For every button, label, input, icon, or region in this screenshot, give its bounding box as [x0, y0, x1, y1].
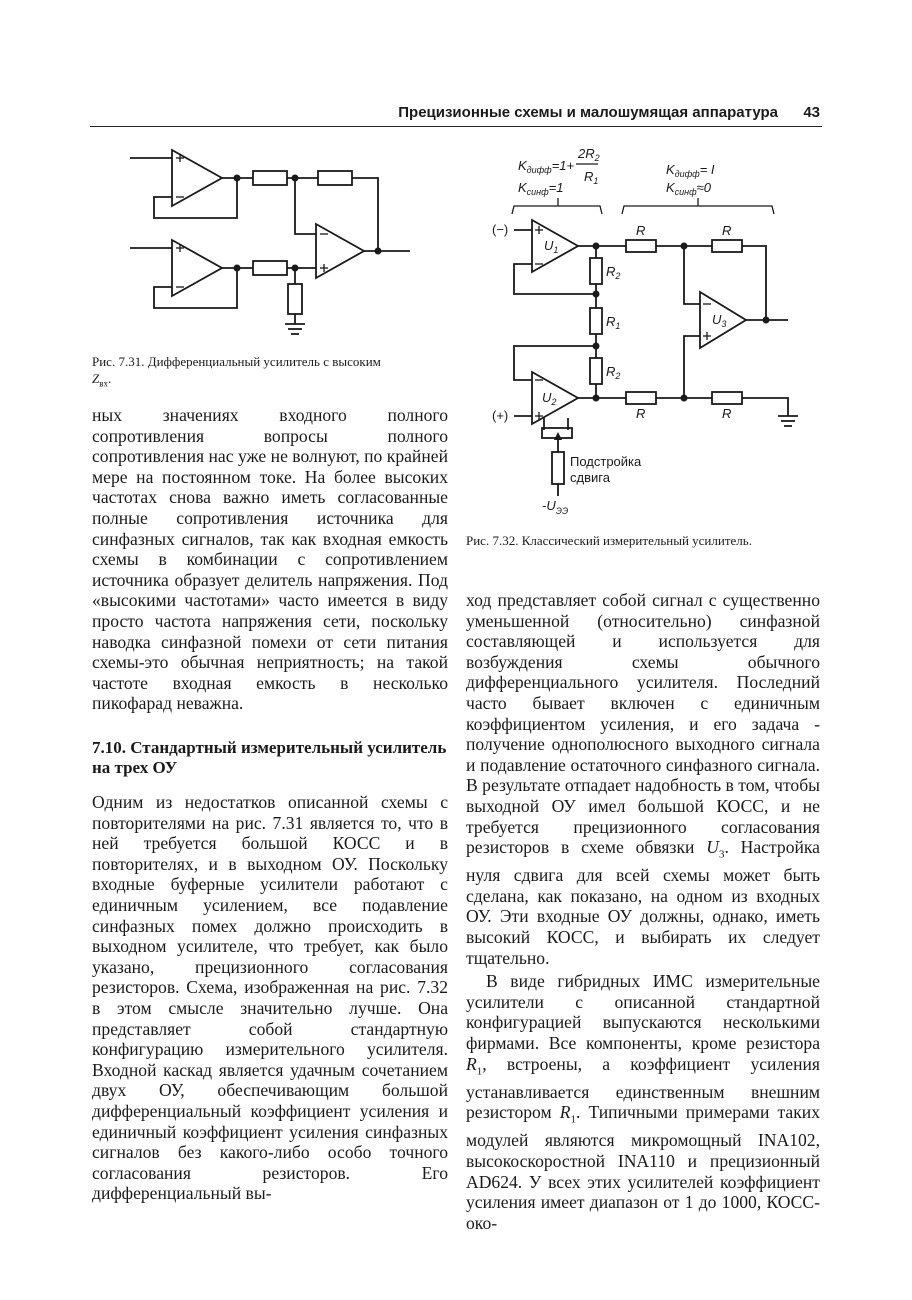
svg-text:R2: [606, 264, 620, 281]
svg-text:Kдифф=1+: [518, 158, 575, 175]
label-r-bottom-right: R: [722, 406, 732, 421]
label-u3: U: [712, 312, 722, 327]
paragraph: Одним из недостатков описанной схемы с повторителями на рис. 7.31 является то, что в ней требуется большой КОСС и в повторителях, и в выходном ОУ. Поскольку входные буферные усилители работают с единичным усилением, все подавление синфазных помех должно происходить в выходном усилителе, что требует, как было указано, прецизионного согласования резисторов. Схема, изображенная на рис. 7.32 в этом смысле значительно лучше. Она представляет собой стандартную конфигурацию измерительного усилителя. Входной каскад является удачным сочетанием двух ОУ, обеспечивающим большой дифференциальный коэффициент усиления и единичный коэффициент усиления синфазных сигналов без какого-либо особо точного согласования резисторов. Его дифференциальный вы-: [92, 792, 448, 1204]
label-supply: -U: [542, 498, 556, 513]
section-heading: [92, 738, 452, 778]
label-approx-0: ≈0: [696, 180, 712, 195]
symbol-u: U: [706, 837, 719, 858]
label-sinf-sub-2: синф: [674, 187, 697, 197]
label-eq-1-plus: =1+: [551, 158, 575, 173]
label-r2-bottom-sub: 2: [615, 371, 621, 381]
label-r1-sub: 1: [615, 321, 621, 331]
label-trim-line2: сдвига: [570, 470, 610, 485]
label-eq-I: = I: [699, 162, 715, 177]
figure-7-31-caption: [92, 353, 452, 393]
text-run: . Настройка нуля сдвига для всей схемы может быть сделана, как показано, на одном из входных ОУ. Эти входные ОУ должны, однако, иметь высокий КОСС, и выбирать их следует тщательно.: [466, 837, 820, 968]
text-run: . Типичными примерами таких модулей являются микромощный INA102, высокоскоростной INA110 и прецизионный AD624. У всех этих усилителей коэффициент усиления имеет диапазон от 1 до 1000, КОСС-око-: [466, 1102, 820, 1233]
label-k-sinf: K: [518, 180, 527, 195]
label-diff-sub-2: дифф: [674, 169, 700, 179]
figure-7-31-circuit: [120, 140, 430, 345]
label-r1: R: [606, 314, 616, 329]
label-frac-den-sub: 1: [593, 176, 599, 186]
label-frac-num-sub: 2: [594, 153, 600, 163]
svg-text:Kсинф≈0: [666, 180, 712, 197]
svg-text:Kсинф=1: [518, 180, 563, 197]
page-number: 43: [803, 104, 820, 121]
caption-end: .: [107, 371, 112, 386]
svg-text:R1: [606, 314, 620, 331]
label-u2-sub: 2: [551, 397, 557, 407]
label-u1-sub: 1: [553, 245, 559, 255]
symbol-r-sub: 1: [476, 1065, 483, 1078]
svg-text:U2: [542, 390, 556, 407]
caption-text: Классический измерительный усилитель.: [521, 533, 752, 548]
text-run: В виде гибридных ИМС измерительные усилители с описанной стандартной конфигурацией выпускаются несколькими фирмами. Все компоненты, кроме резистора: [466, 971, 820, 1053]
caption-label: Рис. 7.31.: [92, 354, 145, 369]
label-trim-line1: Подстройка: [570, 454, 642, 469]
caption-text: Дифференциальный усилитель с высоким: [147, 354, 381, 369]
svg-text:2R2: [577, 146, 600, 163]
label-minus-input: (−): [492, 222, 509, 237]
label-diff-sub: дифф: [526, 165, 552, 175]
caption-label: Рис. 7.32.: [466, 533, 519, 548]
label-r-bottom-left: R: [636, 406, 646, 421]
label-r-top-right: R: [722, 223, 732, 238]
label-frac-num: 2R: [578, 146, 595, 161]
running-header: [90, 104, 822, 127]
label-k-diff: K: [518, 158, 527, 173]
label-sinf-sub: синф: [526, 187, 549, 197]
label-u2: U: [542, 390, 552, 405]
symbol-r-sub: 1: [570, 1113, 576, 1126]
paragraph: ных значениях входного полного сопротивления вопросы полного сопротивления нас уже не волнуют, по крайней мере на постоянном токе. На более высоких частотах снова важно иметь согласованные полные сопротивления источника для синфазных сигналов, так как входная емкость схемы в комбинации с сопротивлением источника образует делитель напряжения. Под «высокими частотами» часто имеется в виду просто частота напряжения сети, поскольку наводка синфазной помехи от сети питания схемы-это обычная неприятность; на такой частоте входная емкость в несколько пикофарад неважна.: [92, 405, 448, 714]
running-title: Прецизионные схемы и малошумящая аппаратура: [398, 104, 778, 121]
symbol-r: R: [466, 1053, 477, 1074]
label-u1: U: [544, 238, 554, 253]
label-k-sinf-2: K: [666, 180, 675, 195]
caption-z-sub: вх: [99, 378, 108, 389]
label-u3-sub: 3: [721, 319, 727, 329]
label-plus-input: (+): [492, 408, 509, 423]
left-column-bottom: [92, 792, 448, 1204]
paragraph: [466, 590, 820, 968]
svg-text:Kдифф= I: [666, 162, 715, 179]
svg-text:-UЭЭ: [542, 498, 568, 516]
section-title: Стандартный измерительный усилитель на трех ОУ: [92, 738, 447, 777]
label-eq-1: =1: [548, 180, 564, 195]
label-frac-den: R: [584, 169, 594, 184]
svg-text:U3: [712, 312, 726, 329]
symbol-r: R: [559, 1102, 571, 1123]
caption-z: Z: [92, 371, 100, 386]
paragraph: [466, 971, 820, 1233]
label-r2-bottom: R: [606, 364, 616, 379]
figure-7-32-circuit: [480, 140, 820, 525]
symbol-u-sub: 3: [718, 848, 725, 861]
svg-text:R2: [606, 364, 620, 381]
label-supply-sub: ЭЭ: [555, 506, 569, 516]
label-r2-top-sub: 2: [615, 271, 621, 281]
section-number: 7.10.: [92, 738, 126, 757]
svg-text:U1: [544, 238, 558, 255]
left-column-top: [92, 405, 448, 714]
svg-text:R1: [584, 169, 598, 186]
text-run: ход представляет собой сигнал с существенно уменьшенной (относительно) синфазной составляющей и используется для возбуждения схемы обычного дифференциального усилителя. Последний часто бывает включен с единичным коэффициентом усиления, и его задача - получение однополюсного выходного сигнала и подавление остаточного синфазного сигнала. В результате отпадает надобность в том, чтобы выходной ОУ имел большой КОСС, и не требуется прецизионного согласования резисторов в схеме обвязки: [466, 590, 820, 858]
right-column: [466, 590, 820, 1233]
label-r2-top: R: [606, 264, 616, 279]
figure-7-32-caption: [466, 532, 816, 549]
label-r-top-left: R: [636, 223, 646, 238]
text-run: , встроены, а коэффициент усиления устанавливается единственным внешним резистором: [466, 1053, 820, 1123]
label-k-diff-2: K: [666, 162, 675, 177]
